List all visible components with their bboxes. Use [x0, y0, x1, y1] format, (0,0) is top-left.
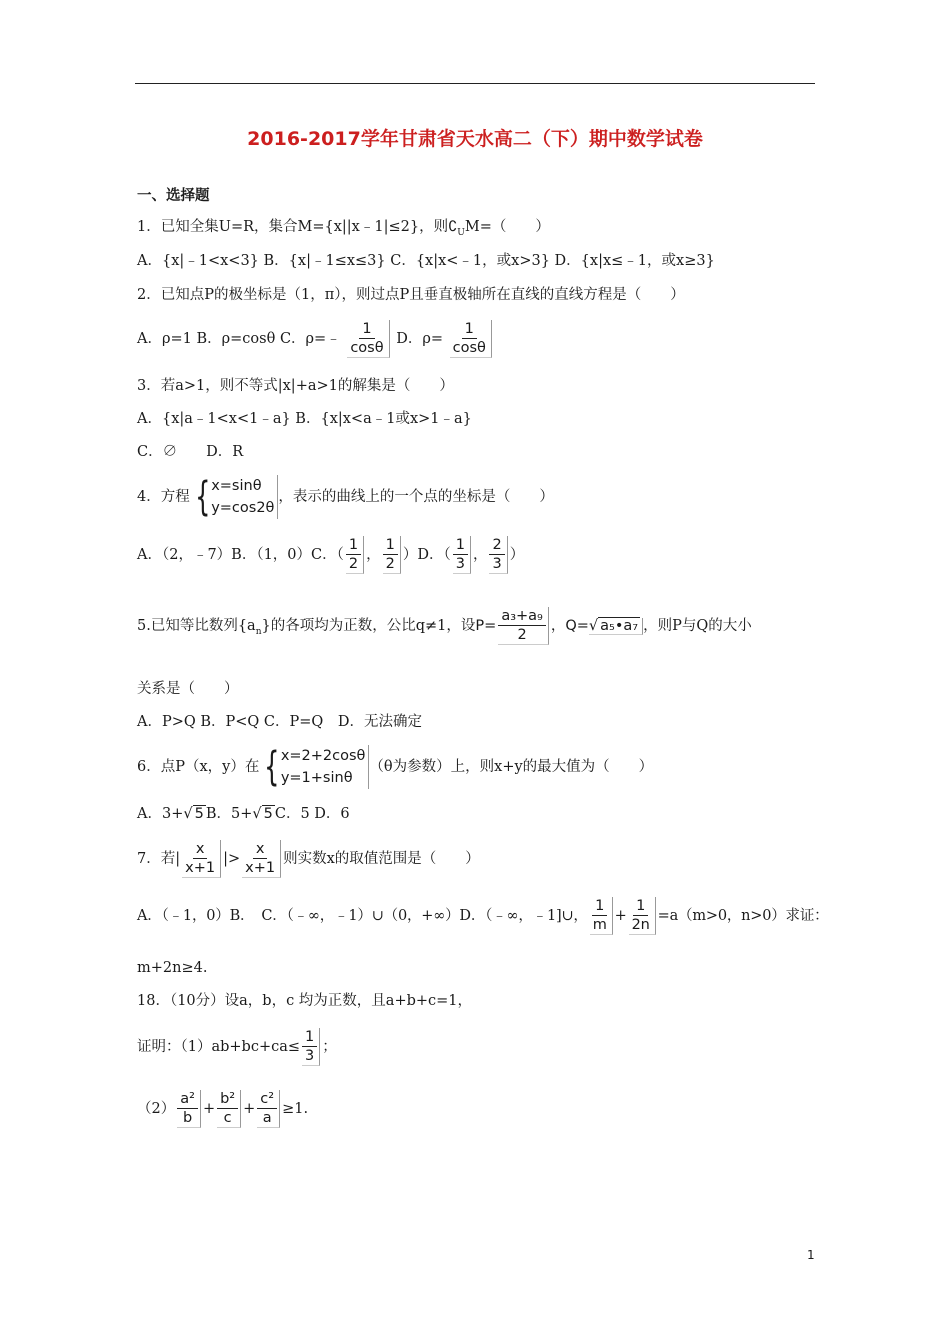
page-number: 1 [807, 1248, 815, 1262]
square-root: √ 5 [183, 806, 204, 822]
question-6-stem: 6．点P（x，y）在 { x=2+2cosθ y=1+sinθ （θ为参数）上，则x+y的最大值为（ ） [137, 744, 654, 790]
question-7-stem: 7．若| $\frac{x}{x+1}$ |> $\frac{x}{x+1}$ 则实数x的取值范围是（ ） [137, 841, 480, 876]
question-2-options: A．ρ=1 B．ρ=cosθ C．ρ=﹣ $\frac{1}{\cos\theta}$ D．ρ= $\frac{1}{\cos\theta}$ [137, 318, 494, 360]
fraction: $\frac{1}{3}$ [302, 1028, 320, 1066]
fraction: $\frac{\text{a²}}{b}$ [177, 1090, 201, 1128]
fraction: $\frac{1}{m}$ [590, 897, 613, 935]
question-1-stem: 1．已知全集U=R，集合M={x||x﹣1|≤2}，则$∁_UM=$（ ） [137, 219, 550, 238]
question-3-options-line2: C．∅ D．R [137, 444, 244, 460]
question-2-stem: 2．已知点P的极坐标是（1，π），则过点P且垂直极轴所在直线的直线方程是（ ） [137, 287, 685, 303]
question-6-options: A．3+√ 5 B．5+√ 5 C．5 D．6 [137, 806, 350, 822]
square-root: √ a₅•a₇ [589, 618, 643, 635]
fraction: $\frac{1}{2n}$ [629, 897, 656, 935]
question-3-options-line1: A．{x|a﹣1<x<1﹣a} B．{x|x<a﹣1或x>1﹣a} [137, 411, 472, 427]
square-root: √ 5 [252, 806, 273, 822]
question-5-stem-continued: 关系是（ ） [137, 681, 239, 697]
question-18-part-2: （2） $\frac{\text{a²}}{b}$ + $\frac{\text{b²}}{c}$ + $\frac{\text{c²}}{a}$ ≥1. [137, 1091, 309, 1126]
question-7-continued: m+2n≥4. [137, 960, 208, 976]
question-3-stem: 3．若a>1，则不等式|x|+a>1的解集是（ ） [137, 378, 454, 394]
question-4-stem: 4．方程 { x=sinθ y=cos2θ ，表示的曲线上的一个点的坐标是（ ） [137, 474, 554, 520]
fraction: $\frac{1}{\cos\theta}$ [450, 320, 492, 358]
equation-system: { x=sinθ y=cos2θ [190, 475, 279, 519]
fraction: $\frac{2}{3}$ [489, 536, 507, 574]
fraction: $\frac{1}{2}$ [383, 536, 401, 574]
question-18-stem: 18．（10分）设a，b，c 均为正数，且a+b+c=1， [137, 993, 473, 1009]
document-title: 2016-2017学年甘肃省天水高二（下）期中数学试卷 [247, 128, 703, 150]
fraction: $\frac{1}{2}$ [346, 536, 364, 574]
question-18-part-1: 证明：（1）ab+bc+ca≤ $\frac{1}{3}$ ； [137, 1029, 337, 1064]
fraction: $\frac{x}{x+1}$ [182, 840, 221, 878]
header-rule [135, 83, 815, 84]
question-5-options: A．P>Q B．P<Q C．P=Q D．无法确定 [137, 714, 422, 730]
question-4-options: A．（2，﹣7）B．（1，0）C．（ $\frac{1}{2}$ ， $\frac{1}{2}$ ）D．（ $\frac{1}{3}$ ， $\frac{2}{3}$ ） [137, 537, 525, 572]
fraction: $\frac{1}{3}$ [453, 536, 471, 574]
fraction: $\frac{x}{x+1}$ [242, 840, 281, 878]
fraction: $\frac{1}{\cos\theta}$ [347, 320, 389, 358]
fraction: $\frac{\text{a₃+a₉}}{2}$ [498, 607, 549, 645]
section-heading: 一、选择题 [137, 188, 210, 204]
question-7-options: A．（﹣1，0）B． C．（﹣∞，﹣1）∪（0，+∞）D．（﹣∞，﹣1]∪， $\frac{1}{m}$ + $\frac{1}{2n}$ =a（m>0，n>0）求证： [137, 898, 829, 933]
equation-system: { x=2+2cosθ y=1+sinθ [259, 745, 369, 789]
question-1-options: A．{x|﹣1<x<3} B．{x|﹣1≤x≤3} C．{x|x<﹣1，或x>3} D．{x|x≤﹣1，或x≥3} [137, 253, 715, 269]
fraction: $\frac{\text{c²}}{a}$ [257, 1090, 280, 1128]
fraction: $\frac{\text{b²}}{c}$ [217, 1090, 241, 1128]
question-5-stem: 5.已知等比数列$\{a_n\}$的各项均为正数，公比q≠1，设P= $\frac{\text{a₃+a₉}}{2}$ ，Q=√ a₅•a₇ ，则P与Q的大小 [137, 608, 752, 643]
